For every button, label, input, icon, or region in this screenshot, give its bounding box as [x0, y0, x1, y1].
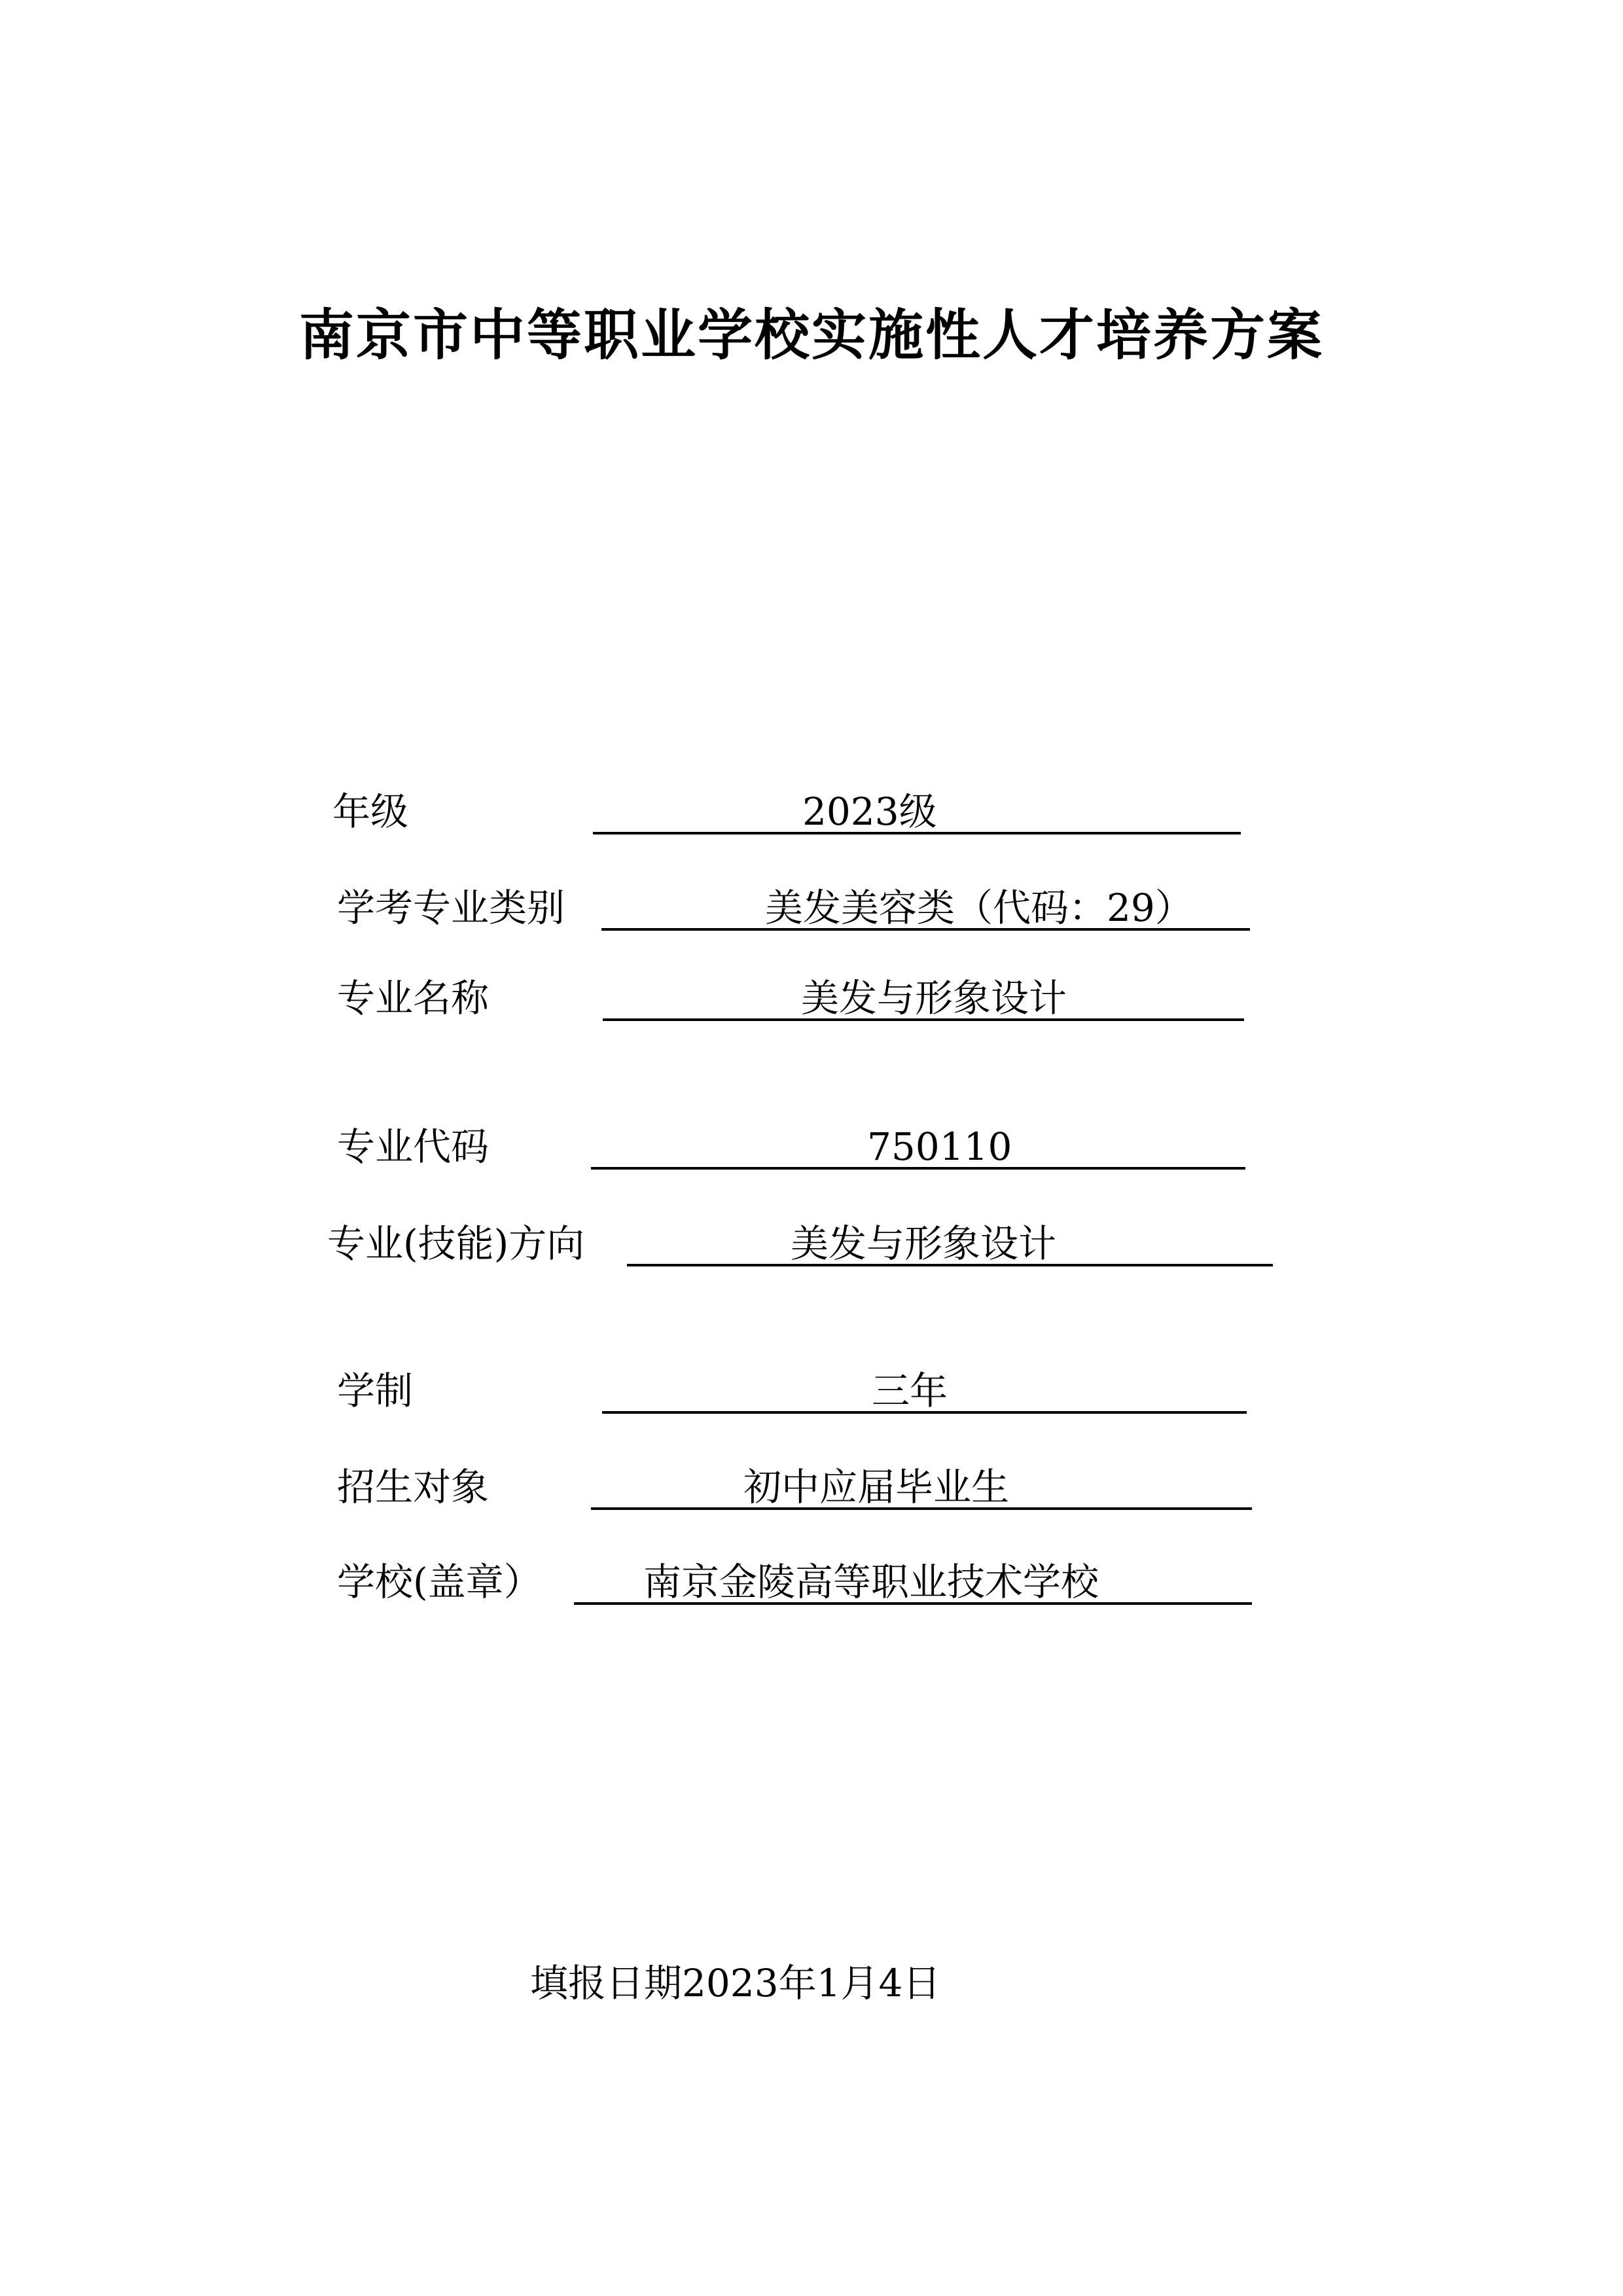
- field-grade: [332, 789, 1249, 834]
- field-exam-category: [337, 885, 1253, 931]
- field-skill-direction-value: 美发与形象设计: [791, 1221, 1057, 1266]
- field-exam-category-value-line: [601, 885, 1250, 931]
- field-major-code-value: 750110: [867, 1124, 1012, 1169]
- field-skill-direction-value-line: [627, 1221, 1273, 1266]
- field-school-seal-label: 学校(盖章）: [337, 1560, 542, 1604]
- field-major-code-label: 专业代码: [337, 1124, 490, 1169]
- field-duration-value: 三年: [872, 1369, 948, 1413]
- field-major-code-value-line: [591, 1124, 1245, 1170]
- field-grade-value: 2023级: [802, 789, 937, 834]
- field-skill-direction-label: 专业(技能)方向: [327, 1221, 585, 1266]
- document-title: 南京市中等职业学校实施性人才培养方案: [298, 303, 1324, 367]
- field-skill-direction: [327, 1221, 1276, 1266]
- field-grade-label: 年级: [332, 789, 409, 834]
- field-enrollment-target-value: 初中应届毕业生: [743, 1465, 1010, 1509]
- field-exam-category-label: 学考专业类别: [337, 886, 565, 930]
- field-grade-value-line: [593, 789, 1241, 834]
- field-duration-label: 学制: [337, 1369, 414, 1413]
- field-exam-category-value: 美发美容类（代码：29）: [765, 886, 1193, 930]
- field-enrollment-target-label: 招生对象: [337, 1465, 490, 1509]
- field-major-name: [337, 975, 1253, 1021]
- field-school-seal-value: 南京金陵高等职业技术学校: [643, 1560, 1099, 1604]
- field-major-code: [337, 1124, 1253, 1170]
- field-major-name-label: 专业名称: [337, 976, 490, 1020]
- field-school-seal-value-line: [574, 1559, 1252, 1605]
- field-major-name-value: 美发与形象设计: [801, 976, 1067, 1020]
- fill-date: 填报日期2023年1月4日: [530, 1961, 941, 2005]
- field-enrollment-target: [337, 1464, 1253, 1510]
- field-duration: [337, 1368, 1253, 1414]
- field-major-name-value-line: [603, 975, 1244, 1021]
- field-duration-value-line: [602, 1368, 1247, 1414]
- field-enrollment-target-value-line: [591, 1464, 1252, 1510]
- field-school-seal: [337, 1559, 1253, 1605]
